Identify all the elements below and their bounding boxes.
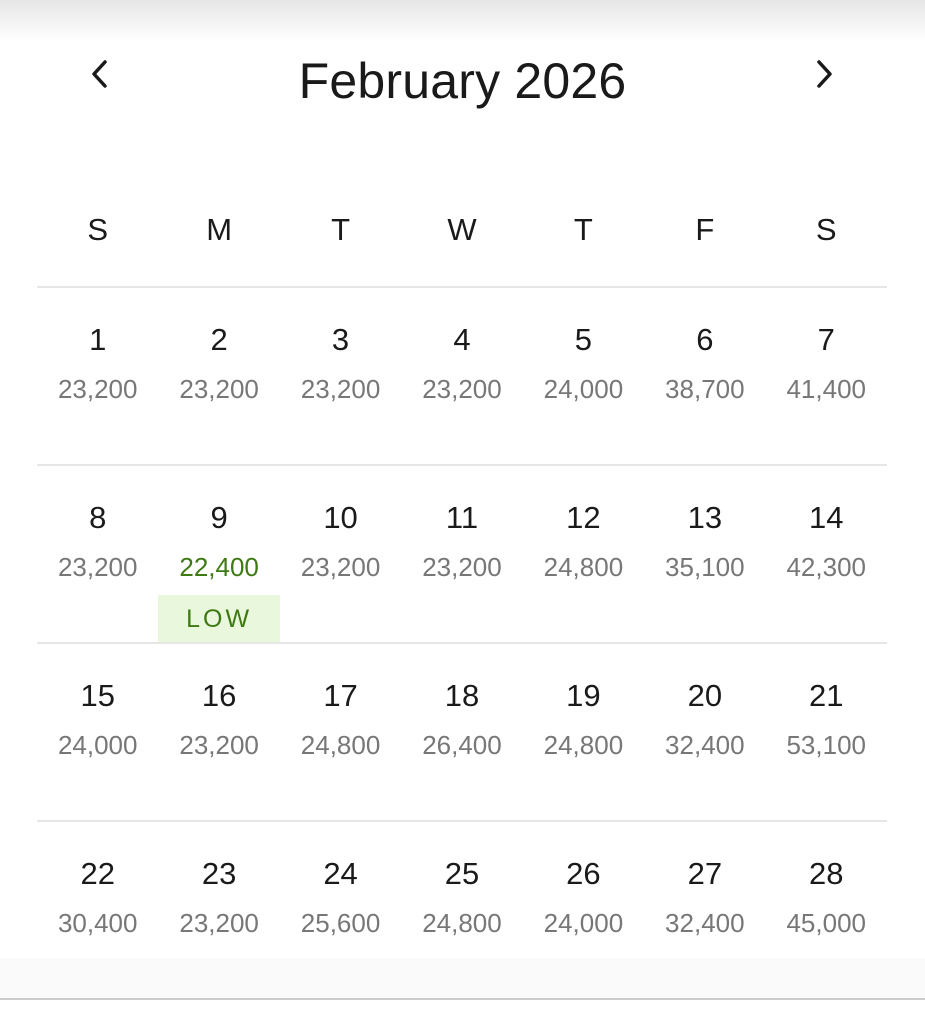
day-number: 26 [566, 856, 601, 891]
low-price-badge: LOW [158, 595, 279, 643]
day-number: 6 [696, 322, 714, 357]
day-price: 23,200 [300, 374, 381, 404]
day-number: 10 [323, 500, 358, 535]
day-price: 32,400 [665, 730, 745, 760]
bottom-divider [0, 998, 925, 1000]
day-price: 41,400 [786, 374, 866, 404]
day-cell[interactable] [37, 288, 158, 464]
day-number: 12 [566, 500, 601, 535]
day-cell[interactable] [766, 288, 887, 464]
day-cell[interactable] [644, 644, 765, 820]
day-number: 23 [201, 856, 237, 891]
day-price: 24,000 [543, 374, 624, 404]
day-price: 24,800 [543, 552, 624, 582]
day-cell[interactable] [401, 466, 522, 642]
weekday-monday: M [206, 212, 233, 247]
day-number: 4 [453, 322, 471, 357]
day-number: 17 [323, 678, 358, 713]
calendar-header [0, 40, 925, 130]
day-number: 28 [809, 856, 844, 891]
day-cell[interactable] [158, 466, 279, 642]
day-price: 22,400 [179, 552, 259, 582]
weekday-tuesday: T [331, 212, 351, 247]
day-cell[interactable] [523, 466, 644, 642]
week-row [37, 642, 887, 820]
day-price: 24,800 [543, 730, 624, 760]
day-price: 32,400 [665, 908, 745, 938]
day-number: 11 [445, 500, 479, 535]
top-shadow [0, 0, 925, 40]
day-price: 23,200 [179, 730, 259, 760]
day-cell[interactable] [401, 288, 522, 464]
day-cell[interactable] [644, 466, 765, 642]
day-number: 2 [210, 322, 228, 357]
day-price: 24,000 [543, 908, 624, 938]
weekday-friday: F [695, 212, 715, 247]
weekday-wednesday: W [447, 212, 477, 247]
day-number: 8 [89, 500, 107, 535]
month-title: February 2026 [298, 53, 627, 109]
day-cell[interactable] [766, 466, 887, 642]
day-price: 23,200 [57, 552, 138, 582]
day-cell[interactable] [37, 466, 158, 642]
day-number: 5 [574, 322, 593, 357]
day-number: 20 [687, 678, 723, 713]
day-cell[interactable] [280, 644, 401, 820]
day-cell[interactable] [158, 644, 279, 820]
day-price: 45,000 [786, 908, 866, 938]
day-price: 24,000 [57, 730, 138, 760]
day-price: 23,200 [57, 374, 138, 404]
day-cell[interactable] [766, 644, 887, 820]
week-row [37, 464, 887, 642]
day-number: 9 [210, 500, 228, 535]
day-cell[interactable] [523, 288, 644, 464]
day-price: 26,400 [422, 730, 502, 760]
weekday-sunday: S [87, 212, 109, 247]
day-price: 23,200 [300, 552, 381, 582]
day-number: 22 [80, 856, 115, 891]
day-cell[interactable] [401, 644, 522, 820]
day-number: 1 [89, 322, 107, 357]
day-number: 27 [687, 856, 723, 891]
day-price: 35,100 [665, 552, 745, 582]
day-number: 18 [444, 678, 480, 713]
day-cell[interactable] [523, 644, 644, 820]
day-cell[interactable] [37, 644, 158, 820]
day-price: 23,200 [179, 374, 259, 404]
day-price: 23,200 [179, 908, 259, 938]
day-number: 19 [566, 678, 601, 713]
week-row [37, 286, 887, 464]
day-number: 3 [331, 322, 350, 357]
day-number: 14 [809, 500, 844, 535]
day-number: 7 [817, 322, 835, 357]
chevron-right-icon [813, 59, 835, 94]
weekday-saturday: S [815, 212, 837, 247]
day-cell[interactable] [158, 288, 279, 464]
day-number: 21 [809, 678, 844, 713]
day-price: 24,800 [422, 908, 502, 938]
day-cell[interactable] [280, 288, 401, 464]
day-price: 53,100 [786, 730, 866, 760]
day-price: 23,200 [422, 374, 502, 404]
calendar-grid [37, 286, 887, 998]
day-price: 42,300 [786, 552, 866, 582]
next-month-button[interactable] [802, 54, 846, 98]
day-price: 23,200 [422, 552, 502, 582]
day-cell[interactable] [644, 288, 765, 464]
bottom-fade [0, 958, 925, 1000]
day-number: 16 [201, 678, 237, 713]
day-price: 24,800 [300, 730, 381, 760]
day-number: 24 [323, 856, 358, 891]
day-price: 25,600 [300, 908, 381, 938]
day-number: 13 [687, 500, 723, 535]
day-number: 15 [80, 678, 115, 713]
day-price: 38,700 [665, 374, 745, 404]
day-cell[interactable] [280, 466, 401, 642]
weekday-thursday: T [573, 212, 593, 247]
day-price: 30,400 [57, 908, 138, 938]
weekday-header-row [37, 212, 887, 262]
day-number: 25 [444, 856, 480, 891]
